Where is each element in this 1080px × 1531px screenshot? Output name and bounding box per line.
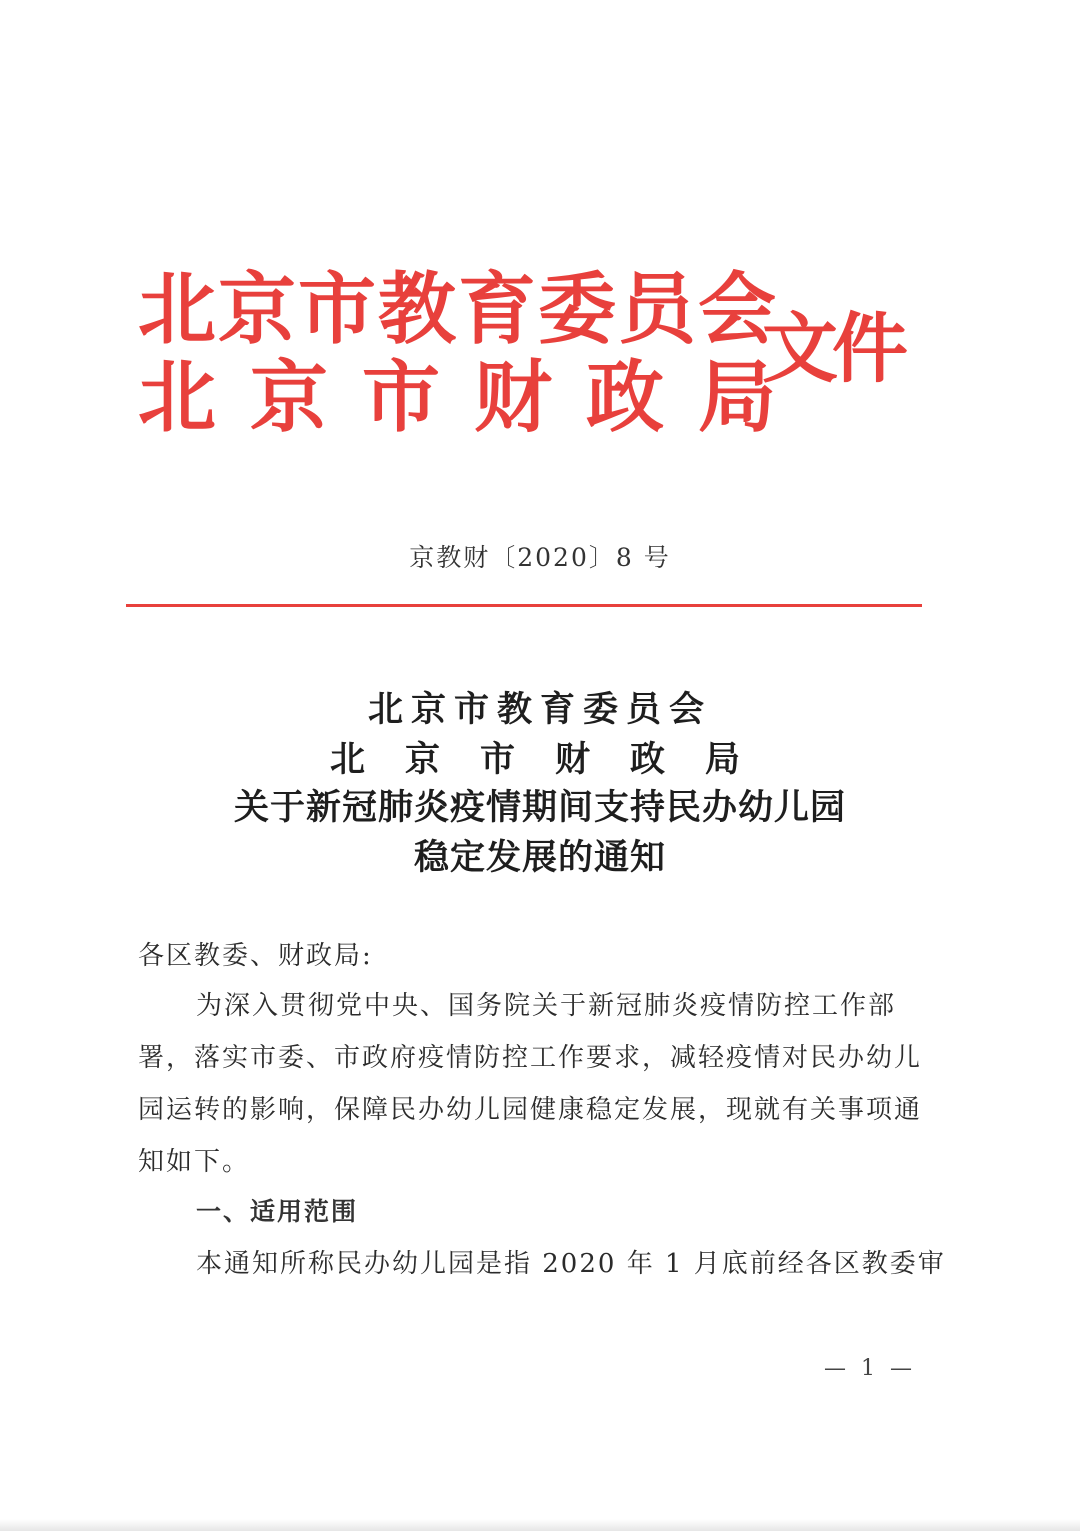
paragraph-line: 本通知所称民办幼儿园是指 2020 年 1 月底前经各区教委审 [196,1249,946,1279]
section-heading-scope: 一、适用范围 [196,1197,359,1226]
title-subject-line-2: 稳定发展的通知 [413,838,666,878]
salutation: 各区教委、财政局: [138,941,373,971]
paragraph-line: 为深入贯彻党中央、国务院关于新冠肺炎疫情防控工作部 [196,991,897,1021]
title-subject-line-1: 关于新冠肺炎疫情期间支持民办幼儿园 [233,788,846,828]
paragraph-line: 知如下。 [138,1147,251,1177]
title-issuer-1: 北京市教育委员会 [367,690,712,730]
letterhead-issuer-education-commission: 北京市教育委员会 [138,264,779,355]
letterhead-issuer-finance-bureau: 北京市财政局 [138,352,811,443]
letterhead-wenjian-suffix: 文件 [762,304,902,393]
document-number: 京教财〔2020〕8 号 [409,543,671,572]
scan-bottom-edge [0,1519,1080,1531]
title-issuer-2: 北京市财政局 [329,740,780,780]
page-number: — 1 — [824,1356,916,1381]
paragraph-line: 署，落实市委、市政府疫情防控工作要求，减轻疫情对民办幼儿 [138,1043,923,1073]
red-letterhead [138,258,902,448]
paragraph-line: 园运转的影响，保障民办幼儿园健康稳定发展，现就有关事项通 [138,1095,923,1125]
red-divider-rule [126,604,922,607]
